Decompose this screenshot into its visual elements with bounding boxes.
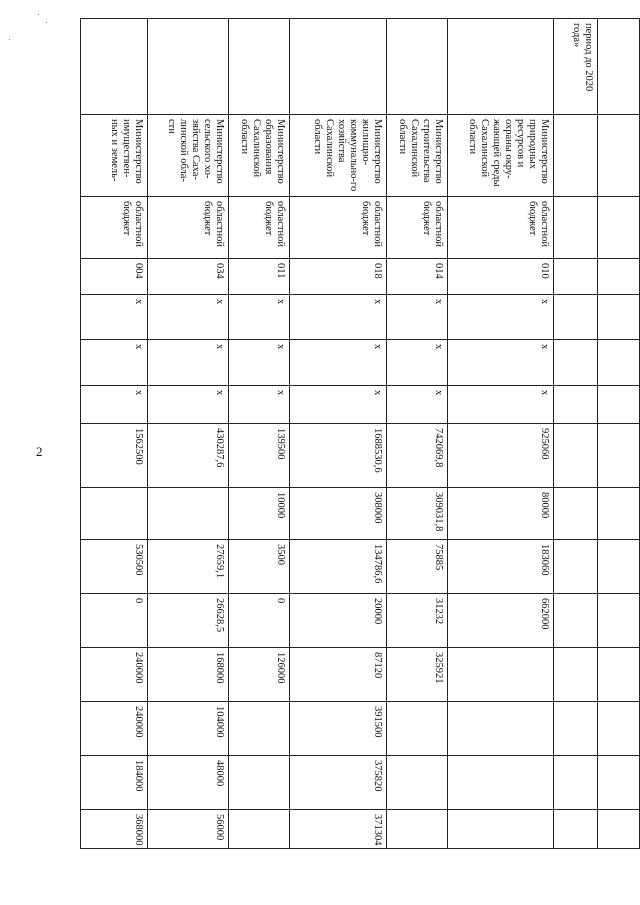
header-cell xyxy=(598,197,640,259)
table-row xyxy=(387,19,448,849)
table-row xyxy=(448,19,554,849)
empty-cell xyxy=(554,115,598,197)
budget-table xyxy=(80,18,640,849)
year-cell: 48000 xyxy=(148,756,229,810)
year-cell: 31232 xyxy=(387,594,448,648)
year-cell: 0 xyxy=(229,594,290,648)
x-cell: х xyxy=(290,295,387,340)
header-cell xyxy=(598,810,640,849)
ministry-cell: Министерство жилищно-коммунально-го хозяйства Сахалинской области xyxy=(290,115,387,197)
empty-cell xyxy=(387,19,448,115)
year-cell xyxy=(448,756,554,810)
year-cell xyxy=(387,702,448,756)
year-cell: 309031,8 xyxy=(387,488,448,540)
header-cell xyxy=(598,648,640,702)
year-cell: 10000 xyxy=(229,488,290,540)
x-cell: х xyxy=(448,295,554,340)
year-cell xyxy=(448,648,554,702)
year-cell: 308000 xyxy=(290,488,387,540)
year-cell xyxy=(148,488,229,540)
year-cell: 183060 xyxy=(448,540,554,594)
source-cell: областной бюджет xyxy=(448,197,554,259)
code-cell: 014 xyxy=(387,259,448,295)
x-cell: х xyxy=(148,295,229,340)
year-cell xyxy=(229,810,290,849)
code-cell: 018 xyxy=(290,259,387,295)
code-cell: 004 xyxy=(81,259,148,295)
x-cell: х xyxy=(448,340,554,386)
empty-cell xyxy=(554,295,598,340)
table-wrapper xyxy=(80,18,640,848)
year-cell xyxy=(448,810,554,849)
header-cell xyxy=(598,540,640,594)
total-cell: 139500 xyxy=(229,424,290,488)
header-cell xyxy=(598,702,640,756)
empty-cell xyxy=(554,197,598,259)
total-cell: 925060 xyxy=(448,424,554,488)
empty-cell xyxy=(554,259,598,295)
year-cell: 325921 xyxy=(387,648,448,702)
total-cell: 1562500 xyxy=(81,424,148,488)
year-cell: 126000 xyxy=(229,648,290,702)
header-cell xyxy=(598,295,640,340)
code-cell: 034 xyxy=(148,259,229,295)
year-cell xyxy=(229,702,290,756)
year-cell: 530500 xyxy=(81,540,148,594)
ministry-cell: Министерство природных ресурсов и охраны окру-жающей среды Сахалинской области xyxy=(448,115,554,197)
table-row xyxy=(81,19,148,849)
source-cell: областной бюджет xyxy=(148,197,229,259)
year-cell: 87120 xyxy=(290,648,387,702)
x-cell: х xyxy=(387,386,448,424)
scan-speck xyxy=(38,14,39,15)
year-cell xyxy=(81,488,148,540)
empty-cell xyxy=(148,19,229,115)
header-label: период до 2020 года» xyxy=(554,19,598,115)
year-cell: 662000 xyxy=(448,594,554,648)
year-cell xyxy=(387,810,448,849)
year-cell: 104000 xyxy=(148,702,229,756)
year-cell xyxy=(448,702,554,756)
year-cell: 375820 xyxy=(290,756,387,810)
x-cell: х xyxy=(387,295,448,340)
x-cell: х xyxy=(290,340,387,386)
x-cell: х xyxy=(81,340,148,386)
ministry-cell: Министерство строительства Сахалинской области xyxy=(387,115,448,197)
x-cell: х xyxy=(229,386,290,424)
year-cell: 368000 xyxy=(81,810,148,849)
total-cell: 1688530,6 xyxy=(290,424,387,488)
table-row xyxy=(598,19,640,849)
table-body xyxy=(81,19,640,849)
table-row xyxy=(229,19,290,849)
empty-cell xyxy=(554,702,598,756)
header-cell xyxy=(598,488,640,540)
ministry-cell: Министерство сельского хо-зяйства Саха-линской обла-сти xyxy=(148,115,229,197)
year-cell: 26628,5 xyxy=(148,594,229,648)
scan-speck xyxy=(9,39,10,40)
source-cell: областной бюджет xyxy=(290,197,387,259)
empty-cell xyxy=(554,340,598,386)
empty-cell xyxy=(229,19,290,115)
year-cell: 27659,1 xyxy=(148,540,229,594)
year-cell: 240000 xyxy=(81,702,148,756)
year-cell: 0 xyxy=(81,594,148,648)
rotated-table-area xyxy=(80,18,640,848)
empty-cell xyxy=(448,19,554,115)
header-cell xyxy=(598,340,640,386)
total-cell: 742069,8 xyxy=(387,424,448,488)
empty-cell xyxy=(554,594,598,648)
empty-cell xyxy=(554,540,598,594)
empty-cell xyxy=(81,19,148,115)
source-cell: областной бюджет xyxy=(387,197,448,259)
source-cell: областной бюджет xyxy=(81,197,148,259)
year-cell: 184000 xyxy=(81,756,148,810)
year-cell xyxy=(387,756,448,810)
empty-cell xyxy=(554,488,598,540)
empty-cell xyxy=(554,386,598,424)
code-cell: 010 xyxy=(448,259,554,295)
year-cell xyxy=(229,756,290,810)
header-cell xyxy=(598,424,640,488)
header-cell xyxy=(598,594,640,648)
empty-cell xyxy=(554,756,598,810)
year-cell: 391500 xyxy=(290,702,387,756)
x-cell: х xyxy=(290,386,387,424)
ministry-cell: Министерство образования Сахалинской области xyxy=(229,115,290,197)
empty-cell xyxy=(554,810,598,849)
year-cell: 20000 xyxy=(290,594,387,648)
year-cell: 80000 xyxy=(448,488,554,540)
x-cell: х xyxy=(387,340,448,386)
header-cell xyxy=(598,756,640,810)
source-cell: областной бюджет xyxy=(229,197,290,259)
year-cell: 56000 xyxy=(148,810,229,849)
empty-cell xyxy=(554,424,598,488)
header-cell xyxy=(598,19,640,115)
x-cell: х xyxy=(81,386,148,424)
year-cell: 371304 xyxy=(290,810,387,849)
year-cell: 240000 xyxy=(81,648,148,702)
x-cell: х xyxy=(448,386,554,424)
header-cell xyxy=(598,259,640,295)
x-cell: х xyxy=(148,386,229,424)
x-cell: х xyxy=(81,295,148,340)
empty-cell xyxy=(554,648,598,702)
code-cell: 011 xyxy=(229,259,290,295)
table-row xyxy=(290,19,387,849)
year-cell: 3500 xyxy=(229,540,290,594)
x-cell: х xyxy=(148,340,229,386)
empty-cell xyxy=(290,19,387,115)
total-cell: 430287,6 xyxy=(148,424,229,488)
table-row xyxy=(554,19,598,849)
year-cell: 168000 xyxy=(148,648,229,702)
page-number: 2 xyxy=(36,444,43,459)
header-cell xyxy=(598,115,640,197)
scan-speck xyxy=(46,22,47,23)
x-cell: х xyxy=(229,295,290,340)
table-row xyxy=(148,19,229,849)
ministry-cell: Министерство имуществен-ных и земель- xyxy=(81,115,148,197)
year-cell: 134786,6 xyxy=(290,540,387,594)
year-cell: 75885 xyxy=(387,540,448,594)
header-cell xyxy=(598,386,640,424)
x-cell: х xyxy=(229,340,290,386)
